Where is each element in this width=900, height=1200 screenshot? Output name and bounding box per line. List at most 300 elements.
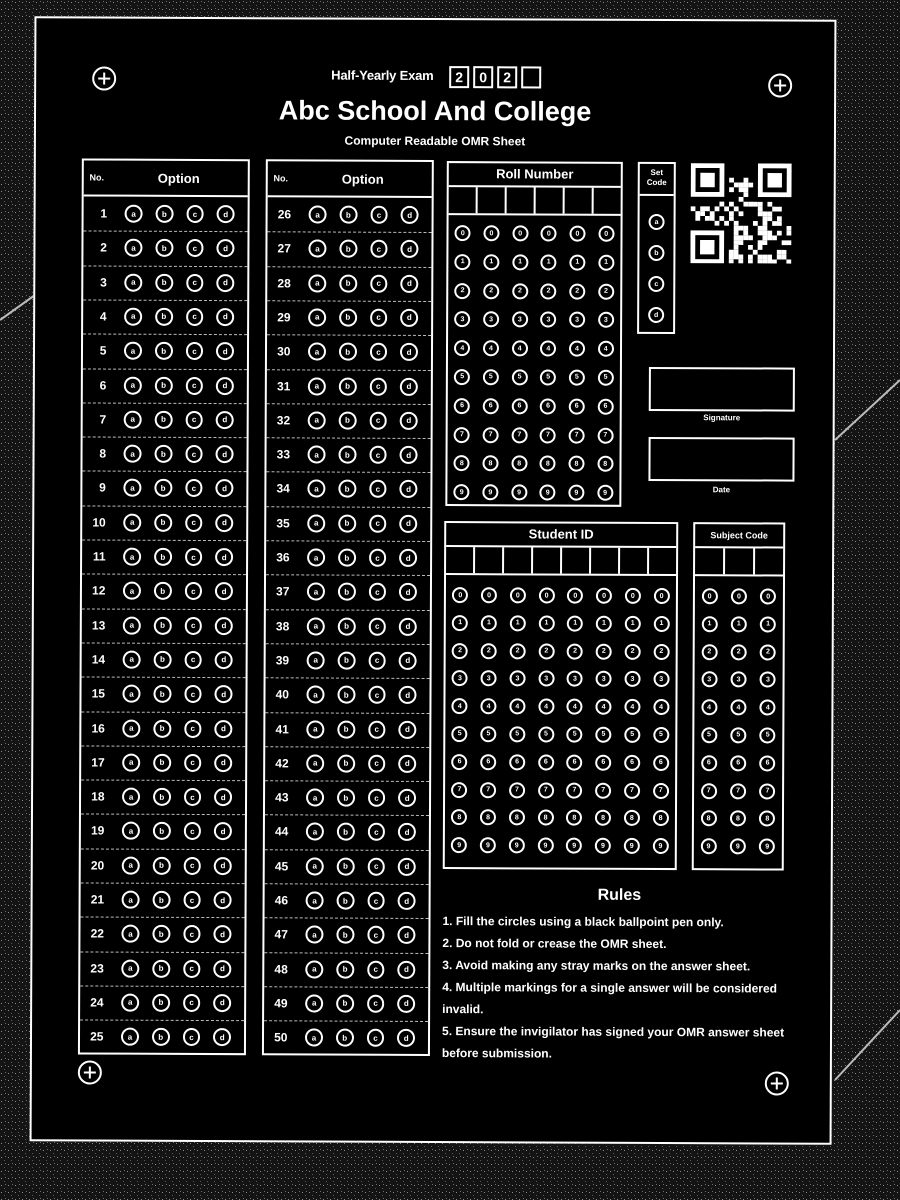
answer-bubble-a[interactable]: a xyxy=(122,925,140,943)
answer-bubble-b[interactable]: b xyxy=(152,925,170,943)
digit-bubble-6[interactable]: 6 xyxy=(759,755,775,771)
answer-bubble-b[interactable]: b xyxy=(154,616,172,634)
digit-bubble-3[interactable]: 3 xyxy=(540,312,556,328)
answer-bubble-b[interactable]: b xyxy=(338,514,356,532)
digit-bubble-1[interactable]: 1 xyxy=(731,616,747,632)
digit-bubble-7[interactable]: 7 xyxy=(540,427,556,443)
digit-bubble-6[interactable]: 6 xyxy=(567,754,583,770)
answer-bubble-b[interactable]: b xyxy=(154,548,172,566)
digit-bubble-8[interactable]: 8 xyxy=(597,456,613,472)
answer-bubble-d[interactable]: d xyxy=(398,823,416,841)
digit-bubble-3[interactable]: 3 xyxy=(567,671,583,687)
digit-bubble-5[interactable]: 5 xyxy=(540,369,556,385)
answer-bubble-a[interactable]: a xyxy=(124,445,142,463)
write-in-box[interactable] xyxy=(507,187,536,213)
answer-bubble-b[interactable]: b xyxy=(339,206,357,224)
digit-bubble-9[interactable]: 9 xyxy=(568,485,584,501)
answer-bubble-c[interactable]: c xyxy=(368,755,386,773)
digit-bubble-2[interactable]: 2 xyxy=(569,283,585,299)
digit-bubble-7[interactable]: 7 xyxy=(483,427,499,443)
digit-bubble-2[interactable]: 2 xyxy=(538,643,554,659)
answer-bubble-d[interactable]: d xyxy=(215,582,233,600)
answer-bubble-d[interactable]: d xyxy=(217,239,235,257)
digit-bubble-2[interactable]: 2 xyxy=(512,283,528,299)
digit-bubble-6[interactable]: 6 xyxy=(624,755,640,771)
digit-bubble-7[interactable]: 7 xyxy=(511,427,527,443)
answer-bubble-a[interactable]: a xyxy=(305,960,323,978)
digit-bubble-7[interactable]: 7 xyxy=(701,783,717,799)
answer-bubble-c[interactable]: c xyxy=(186,274,204,292)
digit-bubble-4[interactable]: 4 xyxy=(567,699,583,715)
digit-bubble-1[interactable]: 1 xyxy=(569,254,585,270)
digit-bubble-8[interactable]: 8 xyxy=(566,810,582,826)
digit-bubble-0[interactable]: 0 xyxy=(567,588,583,604)
answer-bubble-a[interactable]: a xyxy=(123,548,141,566)
answer-bubble-a[interactable]: a xyxy=(309,240,327,258)
signature-box[interactable] xyxy=(649,367,795,412)
answer-bubble-d[interactable]: d xyxy=(214,960,232,978)
digit-bubble-2[interactable]: 2 xyxy=(483,283,499,299)
digit-bubble-2[interactable]: 2 xyxy=(598,283,614,299)
digit-bubble-4[interactable]: 4 xyxy=(452,698,468,714)
digit-bubble-5[interactable]: 5 xyxy=(569,370,585,386)
answer-bubble-d[interactable]: d xyxy=(399,617,417,635)
answer-bubble-d[interactable]: d xyxy=(216,342,234,360)
answer-bubble-b[interactable]: b xyxy=(152,959,170,977)
answer-bubble-a[interactable]: a xyxy=(123,685,141,703)
answer-bubble-d[interactable]: d xyxy=(401,206,419,224)
answer-bubble-c[interactable]: c xyxy=(367,960,385,978)
answer-bubble-d[interactable]: d xyxy=(398,755,416,773)
answer-bubble-a[interactable]: a xyxy=(121,994,139,1012)
answer-bubble-d[interactable]: d xyxy=(398,858,416,876)
answer-bubble-b[interactable]: b xyxy=(155,308,173,326)
answer-bubble-d[interactable]: d xyxy=(215,548,233,566)
digit-bubble-5[interactable]: 5 xyxy=(512,369,528,385)
answer-bubble-b[interactable]: b xyxy=(337,857,355,875)
year-digit-box[interactable] xyxy=(521,66,541,88)
answer-bubble-d[interactable]: d xyxy=(214,754,232,772)
answer-bubble-c[interactable]: c xyxy=(369,412,387,430)
answer-bubble-c[interactable]: c xyxy=(369,480,387,498)
digit-bubble-5[interactable]: 5 xyxy=(701,727,717,743)
answer-bubble-a[interactable]: a xyxy=(123,513,141,531)
digit-bubble-6[interactable]: 6 xyxy=(595,754,611,770)
digit-bubble-6[interactable]: 6 xyxy=(454,398,470,414)
answer-bubble-b[interactable]: b xyxy=(337,823,355,841)
answer-bubble-c[interactable]: c xyxy=(184,651,202,669)
write-in-box[interactable] xyxy=(536,187,565,213)
digit-bubble-0[interactable]: 0 xyxy=(598,226,614,242)
digit-bubble-6[interactable]: 6 xyxy=(730,755,746,771)
digit-bubble-1[interactable]: 1 xyxy=(452,615,468,631)
answer-bubble-c[interactable]: c xyxy=(185,411,203,429)
answer-bubble-c[interactable]: c xyxy=(184,719,202,737)
answer-bubble-d[interactable]: d xyxy=(214,925,232,943)
answer-bubble-d[interactable]: d xyxy=(397,995,415,1013)
answer-bubble-b[interactable]: b xyxy=(338,651,356,669)
answer-bubble-b[interactable]: b xyxy=(155,239,173,257)
answer-bubble-c[interactable]: c xyxy=(185,548,203,566)
write-in-box[interactable] xyxy=(591,548,620,574)
answer-bubble-b[interactable]: b xyxy=(152,891,170,909)
digit-bubble-1[interactable]: 1 xyxy=(483,254,499,270)
answer-bubble-d[interactable]: d xyxy=(215,617,233,635)
digit-bubble-6[interactable]: 6 xyxy=(509,754,525,770)
answer-bubble-b[interactable]: b xyxy=(153,685,171,703)
answer-bubble-b[interactable]: b xyxy=(155,376,173,394)
answer-bubble-b[interactable]: b xyxy=(153,856,171,874)
digit-bubble-8[interactable]: 8 xyxy=(540,456,556,472)
answer-bubble-b[interactable]: b xyxy=(155,411,173,429)
answer-bubble-b[interactable]: b xyxy=(153,719,171,737)
answer-bubble-d[interactable]: d xyxy=(400,343,418,361)
digit-bubble-8[interactable]: 8 xyxy=(595,810,611,826)
answer-bubble-d[interactable]: d xyxy=(215,651,233,669)
write-in-box[interactable] xyxy=(562,548,591,574)
digit-bubble-9[interactable]: 9 xyxy=(454,484,470,500)
answer-bubble-c[interactable]: c xyxy=(367,1029,385,1047)
answer-bubble-b[interactable]: b xyxy=(153,788,171,806)
set-code-bubble-b[interactable]: b xyxy=(648,245,664,261)
digit-bubble-0[interactable]: 0 xyxy=(512,225,528,241)
answer-bubble-b[interactable]: b xyxy=(339,343,357,361)
answer-bubble-d[interactable]: d xyxy=(400,446,418,464)
digit-bubble-1[interactable]: 1 xyxy=(653,616,669,632)
digit-bubble-4[interactable]: 4 xyxy=(512,341,528,357)
digit-bubble-2[interactable]: 2 xyxy=(567,643,583,659)
answer-bubble-c[interactable]: c xyxy=(368,617,386,635)
answer-bubble-a[interactable]: a xyxy=(122,822,140,840)
answer-bubble-d[interactable]: d xyxy=(214,822,232,840)
digit-bubble-9[interactable]: 9 xyxy=(537,838,553,854)
digit-bubble-8[interactable]: 8 xyxy=(482,456,498,472)
answer-bubble-a[interactable]: a xyxy=(306,926,324,944)
answer-bubble-a[interactable]: a xyxy=(123,719,141,737)
answer-bubble-c[interactable]: c xyxy=(367,926,385,944)
answer-bubble-c[interactable]: c xyxy=(368,652,386,670)
answer-bubble-b[interactable]: b xyxy=(339,411,357,429)
answer-bubble-c[interactable]: c xyxy=(183,822,201,840)
digit-bubble-2[interactable]: 2 xyxy=(701,644,717,660)
answer-bubble-a[interactable]: a xyxy=(308,274,326,292)
digit-bubble-8[interactable]: 8 xyxy=(759,811,775,827)
digit-bubble-8[interactable]: 8 xyxy=(568,456,584,472)
digit-bubble-9[interactable]: 9 xyxy=(597,485,613,501)
write-in-box[interactable] xyxy=(449,187,478,213)
answer-bubble-a[interactable]: a xyxy=(305,994,323,1012)
digit-bubble-8[interactable]: 8 xyxy=(511,456,527,472)
digit-bubble-2[interactable]: 2 xyxy=(653,644,669,660)
answer-bubble-c[interactable]: c xyxy=(184,685,202,703)
answer-bubble-d[interactable]: d xyxy=(400,480,418,498)
answer-bubble-b[interactable]: b xyxy=(338,446,356,464)
set-code-bubble-d[interactable]: d xyxy=(648,307,664,323)
answer-bubble-b[interactable]: b xyxy=(338,480,356,498)
answer-bubble-b[interactable]: b xyxy=(154,445,172,463)
answer-bubble-a[interactable]: a xyxy=(122,788,140,806)
answer-bubble-c[interactable]: c xyxy=(184,788,202,806)
answer-bubble-b[interactable]: b xyxy=(338,617,356,635)
digit-bubble-9[interactable]: 9 xyxy=(595,838,611,854)
answer-bubble-a[interactable]: a xyxy=(308,446,326,464)
digit-bubble-7[interactable]: 7 xyxy=(451,782,467,798)
digit-bubble-9[interactable]: 9 xyxy=(566,838,582,854)
answer-bubble-b[interactable]: b xyxy=(339,240,357,258)
answer-bubble-a[interactable]: a xyxy=(123,582,141,600)
digit-bubble-9[interactable]: 9 xyxy=(540,485,556,501)
digit-bubble-0[interactable]: 0 xyxy=(625,588,641,604)
answer-bubble-d[interactable]: d xyxy=(398,892,416,910)
digit-bubble-9[interactable]: 9 xyxy=(451,837,467,853)
digit-bubble-5[interactable]: 5 xyxy=(760,727,776,743)
answer-bubble-b[interactable]: b xyxy=(154,582,172,600)
digit-bubble-6[interactable]: 6 xyxy=(452,754,468,770)
digit-bubble-5[interactable]: 5 xyxy=(454,369,470,385)
answer-bubble-c[interactable]: c xyxy=(186,205,204,223)
digit-bubble-9[interactable]: 9 xyxy=(511,485,527,501)
digit-bubble-0[interactable]: 0 xyxy=(483,225,499,241)
answer-bubble-d[interactable]: d xyxy=(399,549,417,567)
digit-bubble-1[interactable]: 1 xyxy=(701,616,717,632)
answer-bubble-d[interactable]: d xyxy=(400,515,418,533)
digit-bubble-0[interactable]: 0 xyxy=(731,588,747,604)
answer-bubble-a[interactable]: a xyxy=(306,720,324,738)
answer-bubble-b[interactable]: b xyxy=(337,754,355,772)
answer-bubble-b[interactable]: b xyxy=(155,342,173,360)
answer-bubble-d[interactable]: d xyxy=(400,309,418,327)
digit-bubble-3[interactable]: 3 xyxy=(509,671,525,687)
write-in-box[interactable] xyxy=(533,547,562,573)
digit-bubble-4[interactable]: 4 xyxy=(454,340,470,356)
answer-bubble-b[interactable]: b xyxy=(336,994,354,1012)
answer-bubble-b[interactable]: b xyxy=(338,549,356,567)
digit-bubble-6[interactable]: 6 xyxy=(483,398,499,414)
digit-bubble-2[interactable]: 2 xyxy=(625,643,641,659)
set-code-bubble-c[interactable]: c xyxy=(648,276,664,292)
digit-bubble-1[interactable]: 1 xyxy=(510,615,526,631)
digit-bubble-3[interactable]: 3 xyxy=(569,312,585,328)
answer-bubble-a[interactable]: a xyxy=(124,308,142,326)
answer-bubble-c[interactable]: c xyxy=(369,514,387,532)
answer-bubble-d[interactable]: d xyxy=(398,926,416,944)
digit-bubble-8[interactable]: 8 xyxy=(730,811,746,827)
digit-bubble-2[interactable]: 2 xyxy=(731,644,747,660)
digit-bubble-2[interactable]: 2 xyxy=(596,643,612,659)
answer-bubble-c[interactable]: c xyxy=(185,582,203,600)
answer-bubble-c[interactable]: c xyxy=(184,617,202,635)
digit-bubble-3[interactable]: 3 xyxy=(760,672,776,688)
answer-bubble-a[interactable]: a xyxy=(124,273,142,291)
answer-bubble-a[interactable]: a xyxy=(309,205,327,223)
answer-bubble-c[interactable]: c xyxy=(185,376,203,394)
answer-bubble-d[interactable]: d xyxy=(214,891,232,909)
digit-bubble-3[interactable]: 3 xyxy=(538,671,554,687)
answer-bubble-a[interactable]: a xyxy=(123,616,141,634)
digit-bubble-8[interactable]: 8 xyxy=(451,809,467,825)
answer-bubble-d[interactable]: d xyxy=(217,205,235,223)
digit-bubble-3[interactable]: 3 xyxy=(701,672,717,688)
answer-bubble-a[interactable]: a xyxy=(124,342,142,360)
answer-bubble-a[interactable]: a xyxy=(307,617,325,635)
answer-bubble-a[interactable]: a xyxy=(306,789,324,807)
digit-bubble-4[interactable]: 4 xyxy=(653,699,669,715)
digit-bubble-7[interactable]: 7 xyxy=(454,427,470,443)
answer-bubble-c[interactable]: c xyxy=(367,892,385,910)
answer-bubble-a[interactable]: a xyxy=(307,583,325,601)
answer-bubble-d[interactable]: d xyxy=(398,960,416,978)
answer-bubble-a[interactable]: a xyxy=(122,891,140,909)
digit-bubble-9[interactable]: 9 xyxy=(624,838,640,854)
digit-bubble-0[interactable]: 0 xyxy=(541,225,557,241)
answer-bubble-b[interactable]: b xyxy=(336,892,354,910)
write-in-box[interactable] xyxy=(478,187,507,213)
digit-bubble-5[interactable]: 5 xyxy=(452,726,468,742)
digit-bubble-3[interactable]: 3 xyxy=(596,671,612,687)
answer-bubble-c[interactable]: c xyxy=(367,823,385,841)
write-in-box[interactable] xyxy=(446,547,475,573)
answer-bubble-c[interactable]: c xyxy=(367,857,385,875)
answer-bubble-c[interactable]: c xyxy=(183,994,201,1012)
answer-bubble-b[interactable]: b xyxy=(155,273,173,291)
digit-bubble-7[interactable]: 7 xyxy=(595,782,611,798)
answer-bubble-b[interactable]: b xyxy=(337,789,355,807)
digit-bubble-6[interactable]: 6 xyxy=(597,398,613,414)
digit-bubble-5[interactable]: 5 xyxy=(598,370,614,386)
digit-bubble-9[interactable]: 9 xyxy=(759,839,775,855)
answer-bubble-d[interactable]: d xyxy=(399,720,417,738)
answer-bubble-c[interactable]: c xyxy=(370,343,388,361)
answer-bubble-c[interactable]: c xyxy=(186,342,204,360)
answer-bubble-c[interactable]: c xyxy=(184,754,202,772)
answer-bubble-c[interactable]: c xyxy=(369,377,387,395)
digit-bubble-1[interactable]: 1 xyxy=(598,255,614,271)
digit-bubble-9[interactable]: 9 xyxy=(509,838,525,854)
answer-bubble-d[interactable]: d xyxy=(398,789,416,807)
digit-bubble-0[interactable]: 0 xyxy=(702,588,718,604)
answer-bubble-a[interactable]: a xyxy=(124,376,142,394)
answer-bubble-a[interactable]: a xyxy=(308,480,326,498)
answer-bubble-c[interactable]: c xyxy=(183,1028,201,1046)
digit-bubble-9[interactable]: 9 xyxy=(480,837,496,853)
write-in-box[interactable] xyxy=(475,547,504,573)
digit-bubble-7[interactable]: 7 xyxy=(509,782,525,798)
digit-bubble-3[interactable]: 3 xyxy=(483,312,499,328)
digit-bubble-1[interactable]: 1 xyxy=(512,254,528,270)
digit-bubble-4[interactable]: 4 xyxy=(598,341,614,357)
digit-bubble-5[interactable]: 5 xyxy=(538,726,554,742)
answer-bubble-c[interactable]: c xyxy=(183,891,201,909)
answer-bubble-c[interactable]: c xyxy=(370,206,388,224)
write-in-box[interactable] xyxy=(504,547,533,573)
answer-bubble-b[interactable]: b xyxy=(153,822,171,840)
digit-bubble-8[interactable]: 8 xyxy=(701,811,717,827)
digit-bubble-5[interactable]: 5 xyxy=(595,727,611,743)
answer-bubble-d[interactable]: d xyxy=(216,308,234,326)
digit-bubble-0[interactable]: 0 xyxy=(481,587,497,603)
digit-bubble-3[interactable]: 3 xyxy=(731,672,747,688)
digit-bubble-7[interactable]: 7 xyxy=(538,782,554,798)
digit-bubble-1[interactable]: 1 xyxy=(481,615,497,631)
answer-bubble-c[interactable]: c xyxy=(185,514,203,532)
digit-bubble-4[interactable]: 4 xyxy=(538,699,554,715)
answer-bubble-c[interactable]: c xyxy=(370,240,388,258)
digit-bubble-1[interactable]: 1 xyxy=(567,615,583,631)
answer-bubble-a[interactable]: a xyxy=(307,686,325,704)
write-in-box[interactable] xyxy=(620,548,649,574)
digit-bubble-3[interactable]: 3 xyxy=(481,671,497,687)
digit-bubble-4[interactable]: 4 xyxy=(483,340,499,356)
digit-bubble-8[interactable]: 8 xyxy=(454,455,470,471)
digit-bubble-5[interactable]: 5 xyxy=(480,726,496,742)
digit-bubble-5[interactable]: 5 xyxy=(483,369,499,385)
digit-bubble-3[interactable]: 3 xyxy=(653,671,669,687)
digit-bubble-2[interactable]: 2 xyxy=(455,283,471,299)
answer-bubble-c[interactable]: c xyxy=(368,720,386,738)
answer-bubble-a[interactable]: a xyxy=(308,308,326,326)
digit-bubble-5[interactable]: 5 xyxy=(567,727,583,743)
digit-bubble-7[interactable]: 7 xyxy=(566,782,582,798)
digit-bubble-7[interactable]: 7 xyxy=(653,783,669,799)
digit-bubble-2[interactable]: 2 xyxy=(760,644,776,660)
digit-bubble-8[interactable]: 8 xyxy=(538,810,554,826)
digit-bubble-1[interactable]: 1 xyxy=(596,616,612,632)
digit-bubble-8[interactable]: 8 xyxy=(653,810,669,826)
digit-bubble-0[interactable]: 0 xyxy=(455,225,471,241)
digit-bubble-6[interactable]: 6 xyxy=(480,754,496,770)
digit-bubble-0[interactable]: 0 xyxy=(510,587,526,603)
digit-bubble-3[interactable]: 3 xyxy=(624,671,640,687)
digit-bubble-7[interactable]: 7 xyxy=(480,782,496,798)
digit-bubble-1[interactable]: 1 xyxy=(455,254,471,270)
write-in-box[interactable] xyxy=(594,188,621,214)
answer-bubble-b[interactable]: b xyxy=(338,583,356,601)
answer-bubble-b[interactable]: b xyxy=(336,926,354,944)
digit-bubble-4[interactable]: 4 xyxy=(481,698,497,714)
digit-bubble-8[interactable]: 8 xyxy=(624,810,640,826)
answer-bubble-b[interactable]: b xyxy=(152,994,170,1012)
digit-bubble-5[interactable]: 5 xyxy=(730,727,746,743)
digit-bubble-2[interactable]: 2 xyxy=(481,643,497,659)
answer-bubble-a[interactable]: a xyxy=(124,410,142,428)
digit-bubble-9[interactable]: 9 xyxy=(700,838,716,854)
digit-bubble-2[interactable]: 2 xyxy=(510,643,526,659)
answer-bubble-d[interactable]: d xyxy=(217,274,235,292)
answer-bubble-b[interactable]: b xyxy=(153,754,171,772)
answer-bubble-a[interactable]: a xyxy=(306,754,324,772)
answer-bubble-a[interactable]: a xyxy=(121,959,139,977)
answer-bubble-d[interactable]: d xyxy=(214,788,232,806)
write-in-box[interactable] xyxy=(565,188,594,214)
year-digit-box[interactable]: 2 xyxy=(449,66,469,88)
answer-bubble-a[interactable]: a xyxy=(307,548,325,566)
date-box[interactable] xyxy=(648,437,794,482)
digit-bubble-6[interactable]: 6 xyxy=(540,398,556,414)
digit-bubble-7[interactable]: 7 xyxy=(730,783,746,799)
digit-bubble-0[interactable]: 0 xyxy=(569,226,585,242)
answer-bubble-c[interactable]: c xyxy=(183,960,201,978)
answer-bubble-b[interactable]: b xyxy=(337,720,355,738)
answer-bubble-a[interactable]: a xyxy=(125,205,143,223)
answer-bubble-d[interactable]: d xyxy=(213,994,231,1012)
digit-bubble-3[interactable]: 3 xyxy=(512,312,528,328)
answer-bubble-c[interactable]: c xyxy=(186,239,204,257)
answer-bubble-d[interactable]: d xyxy=(215,685,233,703)
answer-bubble-b[interactable]: b xyxy=(339,377,357,395)
digit-bubble-4[interactable]: 4 xyxy=(540,341,556,357)
answer-bubble-d[interactable]: d xyxy=(400,377,418,395)
year-digit-box[interactable]: 2 xyxy=(497,66,517,88)
